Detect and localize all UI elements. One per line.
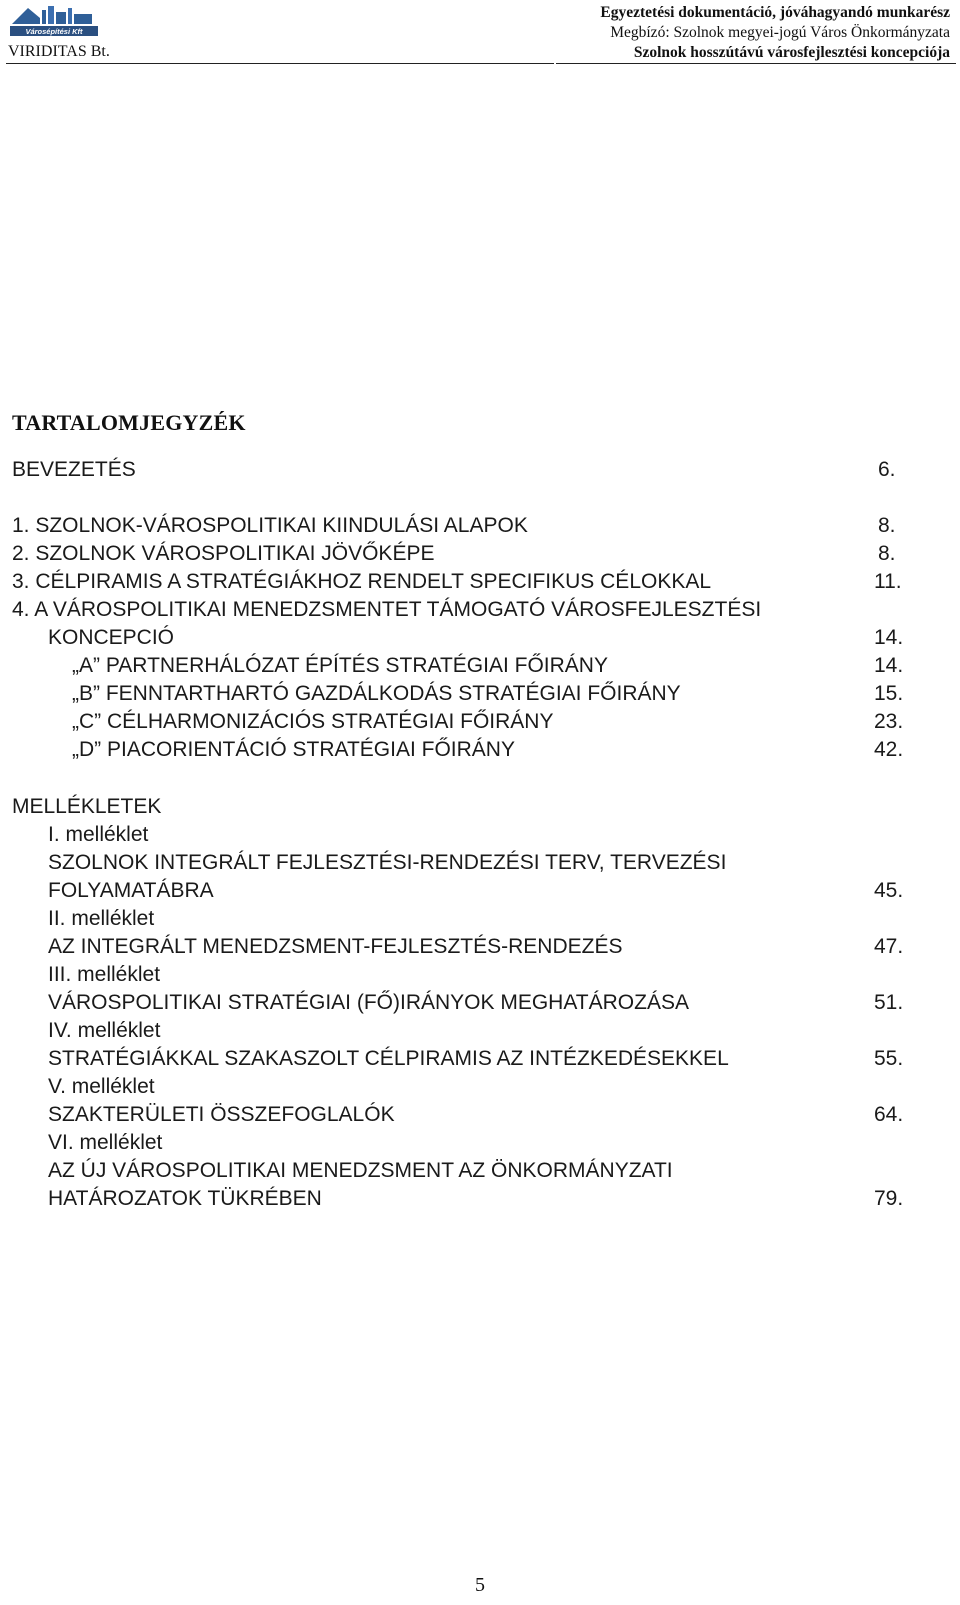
toc-entry-text: 1. SZOLNOK-VÁROSPOLITIKAI KIINDULÁSI ALAPOK [12,514,528,537]
toc-entry-text: 4. A VÁROSPOLITIKAI MENEDZSMENTET TÁMOGATÓ VÁROSFEJLESZTÉSI [12,598,762,621]
company-name: VIRIDITAS Bt. [8,43,110,60]
annex-entry-text: STRATÉGIÁKKAL SZAKASZOLT CÉLPIRAMIS AZ INTÉZKEDÉSEKKEL [48,1047,729,1070]
document-title: Szolnok hosszútávú városfejlesztési koncepciója [633,44,950,61]
annex-label-text: V. melléklet [48,1075,155,1098]
page-number: 5 [475,1574,485,1596]
annex-entry-page: 51. [874,991,904,1014]
document-info [600,3,950,63]
annex-entry-text: HATÁROZATOK TÜKRÉBEN [48,1187,322,1210]
toc-entry-text: „C” CÉLHARMONIZÁCIÓS STRATÉGIAI FŐIRÁNY [72,710,554,733]
toc-entry-text: 2. SZOLNOK VÁROSPOLITIKAI JÖVŐKÉPE [12,542,435,565]
header-rule-left [6,63,554,64]
toc-entry-page: 8. [878,542,896,565]
annex-label-text: III. melléklet [48,963,161,986]
annex-entry-text: SZAKTERÜLETI ÖSSZEFOGLALÓK [48,1103,395,1126]
toc-entry-page: 15. [874,682,904,705]
annex-entry-text: VÁROSPOLITIKAI STRATÉGIAI (FŐ)IRÁNYOK MEGHATÁROZÁSA [48,991,689,1014]
toc-entry-text: „A” PARTNERHÁLÓZAT ÉPÍTÉS STRATÉGIAI FŐIRÁNY [72,654,608,677]
annex-entry-text: AZ INTEGRÁLT MENEDZSMENT-FEJLESZTÉS-RENDEZÉS [48,935,623,958]
annex-entry-text: FOLYAMATÁBRA [48,879,214,902]
toc-entry-page: 8. [878,514,896,537]
toc-entry-page: 23. [874,710,904,733]
annex-entry-page: 55. [874,1047,904,1070]
logo-text: Városépítési Kft [25,27,83,36]
client-line: Megbízó: Szolnok megyei-jogú Város Önkormányzata [610,24,950,41]
toc-entry-page: 6. [878,458,896,481]
annex-label-text: II. melléklet [48,907,155,930]
toc-entry-text: KONCEPCIÓ [48,626,175,649]
annex-entry-page: 79. [874,1187,904,1210]
toc-entry-page: 42. [874,738,904,761]
toc-entry-text: 3. CÉLPIRAMIS A STRATÉGIÁKHOZ RENDELT SPECIFIKUS CÉLOKKAL [12,570,712,593]
annex-entry-text: AZ ÚJ VÁROSPOLITIKAI MENEDZSMENT AZ ÖNKORMÁNYZATI [48,1159,673,1182]
toc-entry-text: „B” FENNTARTHARTÓ GAZDÁLKODÁS STRATÉGIAI FŐIRÁNY [72,682,681,705]
header-rule-right [556,63,956,64]
annex-entry-page: 45. [874,879,904,902]
annex-label-text: VI. melléklet [48,1131,163,1154]
toc-title: TARTALOMJEGYZÉK [12,410,246,435]
annex-entry-page: 47. [874,935,904,958]
annex-entry-page: 64. [874,1103,904,1126]
annex-title: MELLÉKLETEK [12,795,162,818]
annex-entry-text: SZOLNOK INTEGRÁLT FEJLESZTÉSI-RENDEZÉSI TERV, TERVEZÉSI [48,851,727,874]
document-status: Egyeztetési dokumentáció, jóváhagyandó munkarész [600,4,950,21]
toc-entry-page: 11. [874,570,902,593]
toc-entry-text: „D” PIACORIENTÁCIÓ STRATÉGIAI FŐIRÁNY [72,738,515,761]
annex-label-text: I. melléklet [48,823,149,846]
annex-label-text: IV. melléklet [48,1019,161,1042]
toc-entry-text: BEVEZETÉS [12,458,136,481]
page-header [0,0,960,66]
toc-entry-page: 14. [874,654,904,677]
toc-entry-page: 14. [874,626,904,649]
company-logo [6,2,102,40]
